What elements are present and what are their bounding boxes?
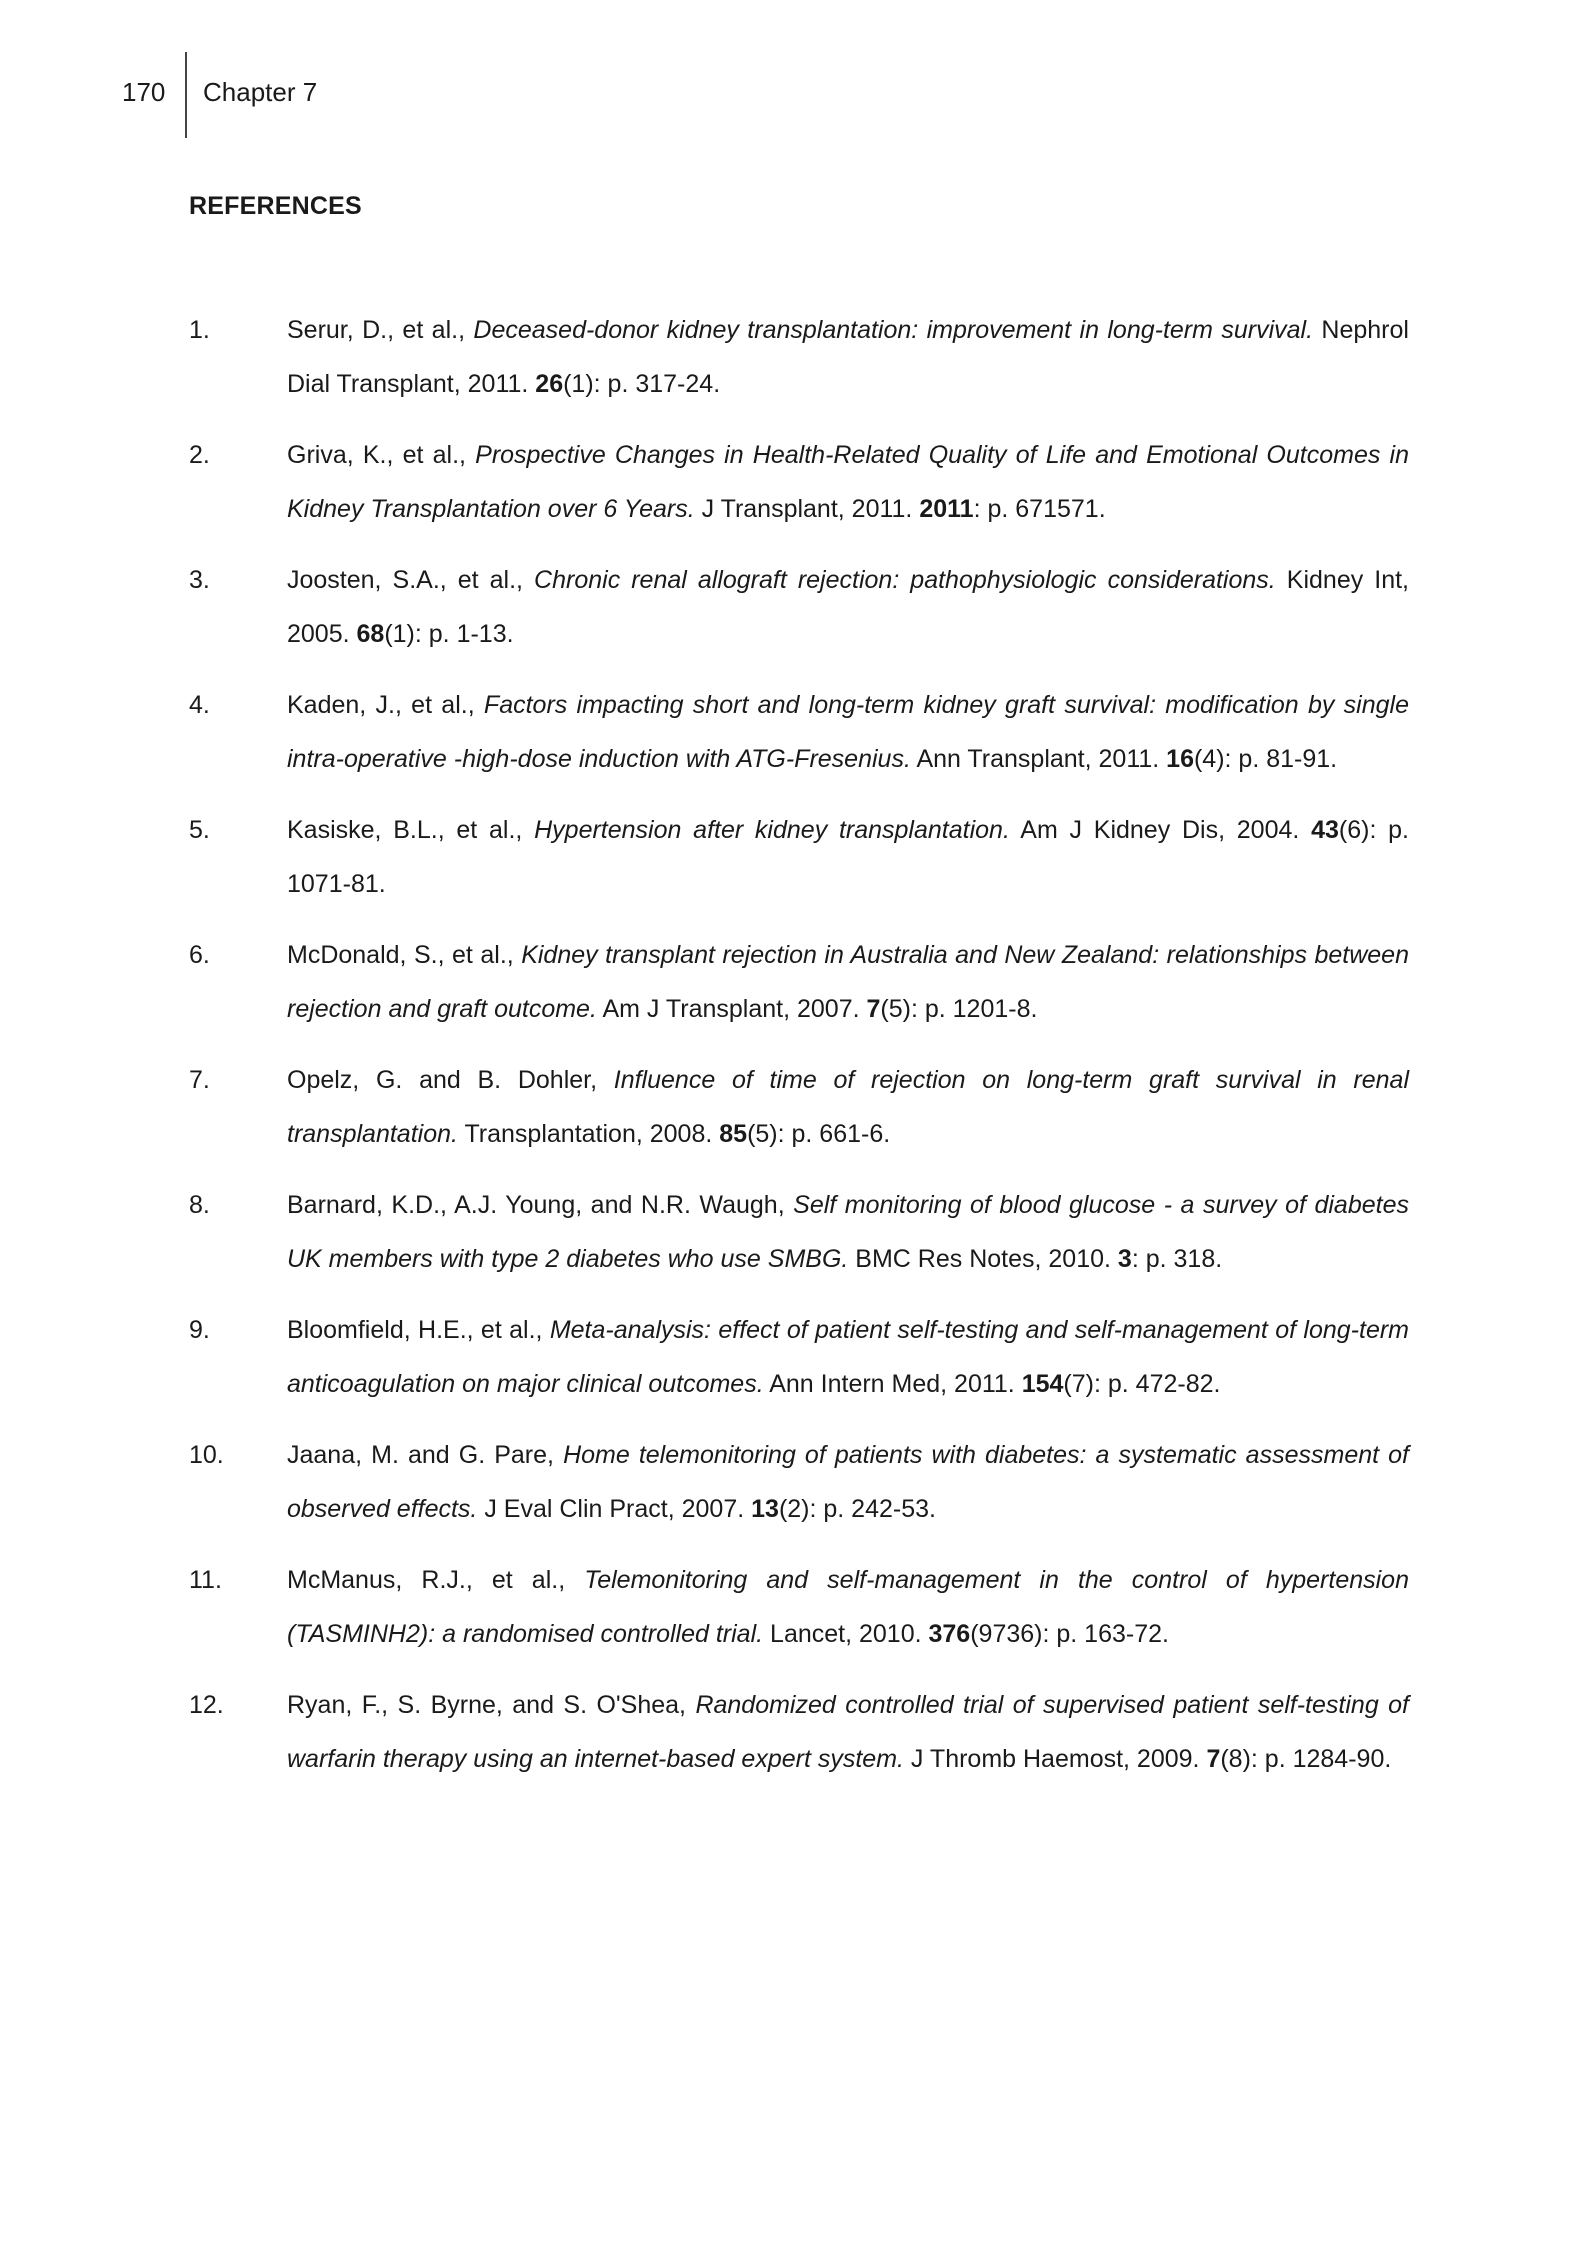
reference-item [189,1428,1409,1536]
reference-title: Influence of time of rejection on long-term graft survival in renal transplantation. [287,1066,1410,1148]
reference-journal: Kidney Int, 2005. [287,566,1410,648]
reference-volume: 154 [1021,1370,1064,1398]
reference-journal: BMC Res Notes, 2010. [848,1245,1118,1273]
reference-text [287,1316,1409,1398]
reference-title: Meta-analysis: effect of patient self-testing and self-management of long-term anticoagulation on major clinical outcomes. [287,1316,1410,1398]
reference-volume: 7 [1206,1745,1221,1773]
reference-journal: Am J Kidney Dis, 2004. [1009,816,1312,844]
reference-number: 1. [189,316,210,344]
reference-number: 7. [189,1066,210,1094]
reference-item [189,678,1409,786]
reference-text [287,816,1409,898]
reference-list [189,303,1409,1803]
reference-item [189,428,1409,536]
reference-title: Self monitoring of blood glucose - a survey of diabetes UK members with type 2 diabetes who use SMBG. [287,1191,1409,1273]
reference-volume: 16 [1166,745,1194,773]
reference-text [287,1566,1409,1648]
reference-item [189,1553,1409,1661]
reference-volume: 26 [535,370,564,398]
reference-number: 9. [189,1316,210,1344]
reference-title: Factors impacting short and long-term kidney graft survival: modification by single intra-operative -high-dose induction with ATG-Fresenius. [287,691,1409,773]
header-divider [185,52,187,138]
reference-pages: (5): p. 661-6. [747,1120,891,1148]
reference-pages: (2): p. 242-53. [778,1495,936,1523]
reference-journal: Ann Transplant, 2011. [910,745,1167,773]
reference-item [189,553,1409,661]
reference-authors: Griva, K., et al., [287,441,476,469]
reference-pages: : p. 671571. [973,495,1106,523]
reference-number: 8. [189,1191,210,1219]
reference-journal: Am J Transplant, 2007. [596,995,867,1023]
reference-number: 11. [189,1566,222,1594]
reference-authors: Jaana, M. and G. Pare, [287,1441,564,1469]
reference-volume: 85 [719,1120,748,1148]
reference-text [287,316,1409,398]
reference-journal: J Transplant, 2011. [694,495,920,523]
reference-text [287,1691,1409,1773]
reference-item [189,1053,1409,1161]
reference-volume: 3 [1117,1245,1132,1273]
reference-title: Chronic renal allograft rejection: pathophysiologic considerations. [534,566,1276,594]
reference-text [287,1066,1409,1148]
reference-pages: (4): p. 81-91. [1193,745,1338,773]
reference-title: Home telemonitoring of patients with diabetes: a systematic assessment of observed effects. [287,1441,1409,1523]
reference-authors: Serur, D., et al., [287,316,474,344]
reference-title: Prospective Changes in Health-Related Quality of Life and Emotional Outcomes in Kidney Transplantation over 6 Years. [287,441,1409,523]
reference-volume: 2011 [919,495,974,523]
reference-authors: McManus, R.J., et al., [287,1566,585,1594]
reference-pages: (7): p. 472-82. [1063,1370,1221,1398]
reference-volume: 7 [866,995,881,1023]
running-head: Chapter 7 [203,77,318,107]
reference-title: Kidney transplant rejection in Australia and New Zealand: relationships between rejection and graft outcome. [287,941,1409,1023]
reference-journal: Lancet, 2010. [763,1620,929,1648]
reference-pages: (1): p. 317-24. [563,370,721,398]
reference-volume: 43 [1311,816,1339,844]
page-number: 170 [122,77,166,107]
reference-title: Hypertension after kidney transplantation. [534,816,1010,844]
reference-pages: (6): p. 1071-81. [287,816,1410,898]
reference-title: Deceased-donor kidney transplantation: improvement in long-term survival. [473,316,1314,344]
reference-authors: Joosten, S.A., et al., [287,566,535,594]
reference-pages: (5): p. 1201-8. [880,995,1038,1023]
reference-text [287,691,1409,773]
reference-authors: McDonald, S., et al., [287,941,522,969]
reference-journal: J Eval Clin Pract, 2007. [477,1495,752,1523]
reference-item [189,1678,1409,1786]
reference-authors: Barnard, K.D., A.J. Young, and N.R. Waugh, [287,1191,794,1219]
reference-item [189,1303,1409,1411]
reference-title: Randomized controlled trial of supervised patient self-testing of warfarin therapy using an internet-based expert system. [287,1691,1409,1773]
reference-item [189,803,1409,911]
reference-journal: J Thromb Haemost, 2009. [903,1745,1207,1773]
reference-text [287,1441,1409,1523]
reference-authors: Kaden, J., et al., [287,691,484,719]
reference-journal: Transplantation, 2008. [457,1120,720,1148]
reference-text [287,1191,1409,1273]
reference-authors: Kasiske, B.L., et al., [287,816,535,844]
reference-authors: Opelz, G. and B. Dohler, [287,1066,614,1094]
reference-pages: (9736): p. 163-72. [970,1620,1169,1648]
reference-volume: 13 [751,1495,779,1523]
reference-journal: Ann Intern Med, 2011. [763,1370,1022,1398]
reference-number: 12. [189,1691,224,1719]
reference-pages: (8): p. 1284-90. [1220,1745,1392,1773]
reference-number: 10. [189,1441,224,1469]
reference-title: Telemonitoring and self-management in the control of hypertension (TASMINH2): a randomised controlled trial. [287,1566,1409,1648]
reference-number: 2. [189,441,210,469]
references-heading: REFERENCES [189,192,362,220]
reference-pages: : p. 318. [1131,1245,1223,1273]
reference-text [287,941,1409,1023]
reference-text [287,566,1409,648]
reference-authors: Bloomfield, H.E., et al., [287,1316,550,1344]
reference-authors: Ryan, F., S. Byrne, and S. O'Shea, [287,1691,696,1719]
reference-number: 6. [189,941,210,969]
reference-number: 4. [189,691,210,719]
reference-number: 5. [189,816,210,844]
reference-item [189,1178,1409,1286]
reference-journal: Nephrol Dial Transplant, 2011. [287,316,1409,398]
reference-item [189,303,1409,411]
reference-volume: 376 [928,1620,971,1648]
reference-text [287,441,1409,523]
reference-number: 3. [189,566,210,594]
reference-volume: 68 [356,620,385,648]
reference-pages: (1): p. 1-13. [384,620,514,648]
reference-item [189,928,1409,1036]
